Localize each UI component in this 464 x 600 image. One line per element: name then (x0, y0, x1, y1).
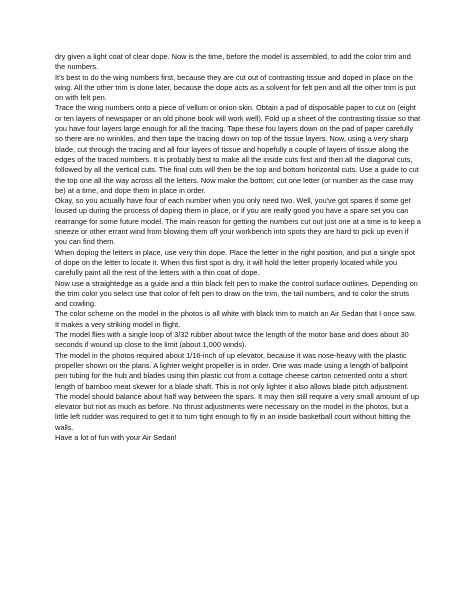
paragraph-rubber-motor: The model flies with a single loop of 3/32 rubber about twice the length of the motor base and does about 30 seconds if wound up close to the limit (about 1,000 winds). (55, 330, 409, 350)
paragraph-doping-letters: When doping the letters in place, use very thin dope. Place the letter in the right position, and put a single spot of dope on the letter to locate it. When this first spot is dry, it will hold the letter properly located while you carefully paint all the rest of the letters with a thin coat of dope. (55, 247, 415, 278)
document-body (55, 52, 421, 443)
paragraph-spare-numbers: Okay, so you actually have four of each number when you only need two. Well, you've got spares if some get loused up during the process of doping them in place, or if you are really good you have a spare set you can rearrange for some future model. The main reason for getting the numbers cut out just one at a time is to keep a sneeze or other errant wind from blowing them off your workbench into spots they are hard to pick up even if you can find them. (55, 196, 421, 247)
paragraph-control-surface-outlines: Now use a straightedge as a guide and a thin black felt pen to make the control surface outlines. Depending on the trim color you select use that color of felt pen to draw on the trim, the tail numbers, and to color the struts and cowling. (55, 278, 418, 309)
paragraph-closing: Have a lot of fun with your Air Sedan! (55, 432, 177, 442)
paragraph-propeller: The model in the photos required about 1/16-inch of up elevator, because it was nose-heavy with the plastic propeller shown on the plans. A lighter weight propeller is in order. One was made using a length of ballpoint pen tubing for the hub and blades using thin plastic cut from a cottage cheese carton cemented onto a short length of bamboo meat skewer for a blade shaft. This is not only lighter it also allows blade pitch adjustment. (55, 350, 409, 391)
paragraph-wing-numbers-first: It's best to do the wing numbers first, because they are cut out of contrasting tissue and doped in place on the wing. All the other trim is done later, because the dope acts as a solvent for felt pen and all the other trim is put on with felt pen. (55, 72, 416, 103)
paragraph-tracing-and-cutting: Trace the wing numbers onto a piece of vellum or onion skin. Obtain a pad of disposable paper to cut on (eight or ten layers of newspaper or an old phone book will work well). Fold up a sheet of the contrasting tissue so that you have four layers large enough for all the tracing. Tape these fou layers down on the pad of paper carefully so there are no wrinkles, and then tape the tracing down on top of the tissue layers. Now, using a very sharp blade, cut through the tracing and all four layers of tissue and hopefully a couple of layers of tissue along the edges of the traced numbers. It is probably best to make all the inside cuts first and then all the diagonal cuts, followed by all the vertical cuts. The final cuts will then be the top and bottom horizontal cuts. Use a guide to cut the top one all the way across all the letters. Now make the bottom; cut one letter (or number as the case may be) at a time, and dope them in place in order. (55, 103, 421, 195)
paragraph-trim-intro: dry given a light coat of clear dope. Now is the time, before the model is assembled, to add the color trim and the numbers. (55, 52, 411, 72)
paragraph-color-scheme: The color scheme on the model in the photos is all white with black trim to match an Air Sedan that I once saw. It makes a very striking model in flight. (55, 309, 417, 329)
paragraph-balance: The model should balance about half way between the spars. It may then still require a very small amount of up elevator but riot as much as before. No thrust adjustments were necessary on the model in the photos, but a little left rudder was required to get it to turn tight enough to fly in an inside basketball court without hitting the walls. (55, 391, 419, 432)
